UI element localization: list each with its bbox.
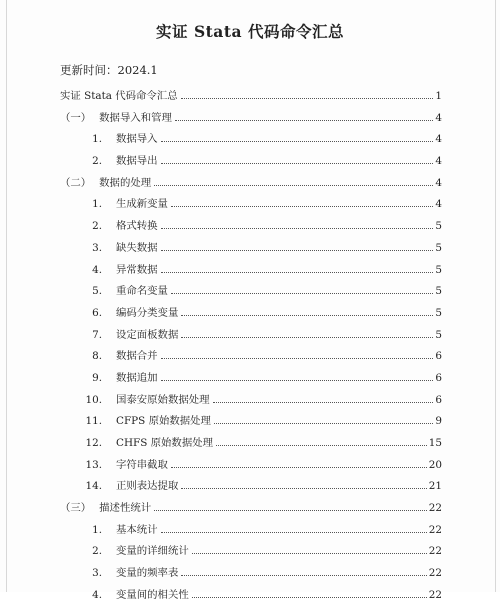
toc-page-number: 5	[435, 328, 442, 341]
toc-page-number: 4	[435, 133, 442, 146]
toc-entry-number: 9.	[92, 371, 102, 384]
toc-subsection-entry[interactable]	[60, 427, 442, 449]
toc-subsection-entry[interactable]	[60, 557, 442, 579]
toc-leader-dots	[161, 358, 434, 359]
toc-page-number: 22	[428, 523, 442, 536]
toc-page-number: 22	[428, 588, 442, 601]
page-right-edge	[495, 0, 496, 592]
toc-page-number: 1	[435, 90, 442, 102]
toc-leader-dots	[181, 315, 433, 316]
toc-subsection-entry[interactable]	[60, 124, 442, 146]
toc-subsection-entry[interactable]	[60, 514, 442, 536]
toc-entry-label: CFPS 原始数据处理	[116, 415, 211, 428]
table-of-contents	[60, 82, 442, 601]
toc-entry-label: 数据的处理	[99, 176, 152, 189]
toc-entry-number: （三）	[60, 502, 92, 515]
toc-subsection-entry[interactable]	[60, 536, 442, 558]
toc-entry-label: 实证 Stata 代码命令汇总	[60, 90, 178, 102]
toc-page-number: 5	[435, 285, 442, 298]
toc-subsection-entry[interactable]	[60, 579, 442, 601]
toc-subsection-entry[interactable]	[60, 189, 442, 211]
toc-entry-label: CHFS 原始数据处理	[116, 437, 213, 449]
toc-entry-number: 8.	[92, 350, 102, 363]
toc-entry-label: 正则表达提取	[116, 480, 179, 493]
toc-leader-dots	[181, 488, 426, 489]
toc-page-number: 4	[435, 111, 442, 124]
toc-entry-top[interactable]	[60, 82, 442, 102]
toc-entry-label: 数据导入	[116, 133, 158, 146]
toc-entry-number: 2.	[92, 155, 102, 168]
toc-leader-dots	[175, 120, 433, 121]
toc-page-number: 20	[428, 458, 442, 471]
toc-entry-number: 12.	[85, 437, 102, 449]
toc-page-number: 5	[435, 241, 442, 254]
toc-leader-dots	[161, 250, 434, 251]
toc-subsection-entry[interactable]	[60, 232, 442, 254]
toc-page-number: 4	[435, 198, 442, 211]
toc-entry-number: 2.	[92, 220, 102, 233]
toc-entry-label: 国泰安原始数据处理	[116, 393, 210, 406]
toc-page-number: 22	[428, 545, 442, 558]
toc-entry-label: 变量间的相关性	[116, 588, 189, 601]
toc-page-number: 5	[435, 306, 442, 319]
toc-entry-label: 生成新变量	[116, 198, 168, 211]
toc-page-number: 22	[428, 502, 442, 515]
toc-entry-number: 2.	[92, 545, 102, 558]
toc-leader-dots	[161, 141, 434, 142]
toc-leader-dots	[171, 206, 433, 207]
toc-entry-number: 3.	[92, 241, 102, 254]
toc-entry-label: 数据导入和管理	[99, 111, 172, 124]
toc-leader-dots	[214, 423, 433, 424]
toc-entry-label: 异常数据	[116, 263, 158, 276]
toc-entry-label: 描述性统计	[99, 502, 152, 515]
toc-entry-number: （二）	[60, 176, 92, 189]
toc-section-entry[interactable]	[60, 492, 442, 514]
toc-subsection-entry[interactable]	[60, 362, 442, 384]
toc-leader-dots	[171, 293, 433, 294]
toc-page-number: 6	[435, 350, 442, 363]
toc-section-entry[interactable]	[60, 167, 442, 189]
toc-entry-number: 1.	[92, 523, 102, 536]
toc-entry-number: 4.	[92, 588, 102, 601]
toc-page-number: 9	[435, 415, 442, 428]
toc-page-number: 15	[428, 437, 442, 449]
toc-entry-number: 7.	[92, 328, 102, 341]
toc-leader-dots	[181, 98, 434, 99]
toc-entry-number: 11.	[85, 415, 102, 428]
toc-entry-number: 14.	[85, 480, 102, 493]
toc-entry-label: 缺失数据	[116, 241, 158, 254]
toc-entry-number: 10.	[85, 393, 102, 406]
toc-subsection-entry[interactable]	[60, 406, 442, 428]
toc-section-entry[interactable]	[60, 102, 442, 124]
toc-entry-number: 4.	[92, 263, 102, 276]
toc-page-number: 6	[435, 393, 442, 406]
toc-entry-label: 编码分类变量	[116, 306, 179, 319]
toc-entry-number: 13.	[85, 458, 102, 471]
toc-entry-label: 变量的频率表	[116, 567, 179, 580]
toc-entry-label: 变量的详细统计	[116, 545, 189, 558]
toc-leader-dots	[161, 163, 434, 164]
toc-subsection-entry[interactable]	[60, 471, 442, 493]
toc-subsection-entry[interactable]	[60, 276, 442, 298]
page-left-edge	[6, 0, 7, 592]
toc-subsection-entry[interactable]	[60, 210, 442, 232]
toc-entry-label: 数据合并	[116, 350, 158, 363]
toc-entry-number: 1.	[92, 198, 102, 211]
toc-leader-dots	[216, 445, 427, 446]
toc-page-number: 4	[435, 155, 442, 168]
toc-subsection-entry[interactable]	[60, 384, 442, 406]
toc-leader-dots	[171, 467, 427, 468]
toc-entry-label: 数据追加	[116, 371, 158, 384]
toc-page-number: 22	[428, 567, 442, 580]
document-title: 实证 Stata 代码命令汇总	[156, 22, 344, 41]
toc-entry-number: 6.	[92, 306, 102, 319]
toc-leader-dots	[161, 228, 434, 229]
toc-entry-number: 3.	[92, 567, 102, 580]
toc-subsection-entry[interactable]	[60, 341, 442, 363]
toc-leader-dots	[161, 532, 427, 533]
toc-leader-dots	[154, 185, 433, 186]
toc-subsection-entry[interactable]	[60, 449, 442, 471]
toc-entry-label: 基本统计	[116, 523, 158, 536]
toc-leader-dots	[192, 597, 427, 598]
toc-entry-label: 设定面板数据	[116, 328, 179, 341]
toc-leader-dots	[161, 380, 434, 381]
toc-leader-dots	[154, 510, 427, 511]
toc-page-number: 6	[435, 371, 442, 384]
toc-leader-dots	[161, 272, 434, 273]
toc-subsection-entry[interactable]	[60, 145, 442, 167]
toc-leader-dots	[213, 402, 434, 403]
toc-subsection-entry[interactable]	[60, 319, 442, 341]
toc-entry-number: 1.	[92, 133, 102, 146]
toc-page-number: 4	[435, 176, 442, 189]
toc-page-number: 5	[435, 220, 442, 233]
toc-page-number: 5	[435, 263, 442, 276]
toc-leader-dots	[181, 575, 426, 576]
toc-entry-label: 字符串截取	[116, 458, 168, 471]
toc-subsection-entry[interactable]	[60, 254, 442, 276]
toc-subsection-entry[interactable]	[60, 297, 442, 319]
update-time: 更新时间：2024.1	[60, 63, 158, 77]
toc-page-number: 21	[428, 480, 442, 493]
toc-entry-label: 数据导出	[116, 155, 158, 168]
toc-entry-number: 5.	[92, 285, 102, 298]
toc-entry-number: （一）	[60, 111, 92, 124]
toc-entry-label: 格式转换	[116, 220, 158, 233]
toc-leader-dots	[181, 337, 433, 338]
toc-entry-label: 重命名变量	[116, 285, 168, 298]
toc-leader-dots	[192, 553, 427, 554]
